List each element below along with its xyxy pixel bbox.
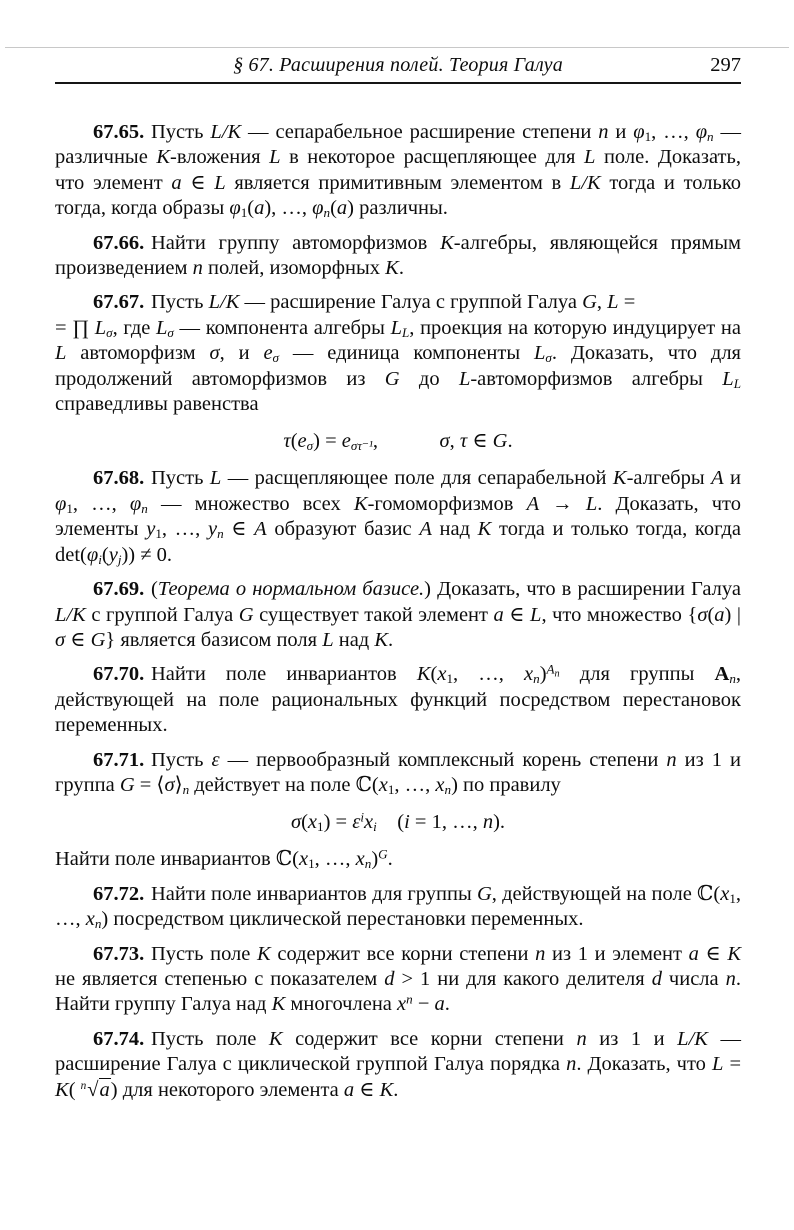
text-run: 1 (317, 819, 324, 835)
text-run: , проекция на которую индуцирует на (409, 316, 741, 339)
problem-67.74 (55, 1027, 741, 1103)
text-run: n (482, 811, 494, 834)
text-run: ) Доказать, что в расширении Галуа (424, 578, 741, 601)
text-run: 1 (729, 890, 736, 906)
text-run: полей, изоморфных (202, 257, 386, 280)
text-run: σ (164, 773, 175, 796)
text-run: . (398, 257, 404, 280)
page-number: 297 (710, 54, 741, 76)
text-run: n (80, 1080, 87, 1093)
text-run: , что множество { (541, 603, 698, 626)
text-run: = ∏ (55, 316, 95, 339)
text-run: L/K (569, 171, 601, 194)
text-run: n (406, 992, 413, 1008)
text-run: ∈ (181, 171, 215, 194)
text-run: ) (539, 663, 547, 686)
text-run: n (566, 1053, 577, 1076)
problem-67.65 (55, 120, 741, 222)
text-run: , …, (72, 492, 130, 515)
problem-67.73 (55, 942, 741, 1018)
text-run: G (378, 847, 388, 863)
text-run: G (476, 882, 492, 905)
text-run: , (596, 291, 608, 314)
problem-number: 67.70. (93, 663, 145, 686)
text-run: ∈ (223, 518, 255, 541)
text-run: G (492, 430, 508, 453)
text-run: L (585, 492, 598, 515)
text-run: K (379, 1078, 394, 1101)
text-run: A (714, 663, 730, 686)
text-run: — единица компоненты (279, 342, 534, 365)
text-run: ∈ (65, 628, 91, 651)
text-run: φ (312, 197, 324, 220)
text-run: ). (493, 811, 506, 834)
text-run: . Доказать, что элементы (55, 492, 742, 541)
problem-67.66 (55, 231, 741, 282)
text-run: x (524, 663, 534, 686)
problem-number: 67.73. (93, 942, 145, 965)
problem-67.68 (55, 466, 741, 568)
text-run: G (90, 628, 106, 651)
text-run: L (458, 367, 471, 390)
display-formula (55, 428, 741, 455)
text-run: a (434, 993, 445, 1016)
text-run: y (207, 518, 218, 541)
problem-number: 67.67. (93, 291, 145, 314)
text-run: , действующей на поле (491, 882, 698, 905)
problem-67.69 (55, 577, 741, 653)
text-run: y (146, 518, 156, 541)
text-run: n (192, 257, 203, 280)
text-run: ( (376, 811, 405, 834)
text-run: K (612, 467, 627, 490)
text-run: . (388, 628, 394, 651)
text-run: x (720, 882, 730, 905)
text-run: A (526, 492, 540, 515)
text-run: i (360, 810, 364, 826)
text-run: = ⟨ (134, 773, 165, 796)
problem-67.72 (55, 882, 741, 933)
text-run: K (374, 628, 389, 651)
text-run: и (608, 121, 634, 143)
text-run: . (444, 993, 450, 1016)
text-run: справедливы равенства (55, 393, 259, 416)
problem-67.70 (55, 662, 741, 738)
text-run: Пусть (151, 748, 212, 771)
text-run: n (217, 526, 224, 542)
text-run: > 1 ни для какого делителя (394, 967, 652, 990)
text-run: ∈ (503, 603, 531, 626)
text-run: ( (371, 773, 379, 796)
text-run: n (729, 671, 736, 687)
problem-number: 67.72. (93, 882, 145, 905)
text-run: L/K (208, 291, 240, 314)
text-run: не является степенью с показателем (55, 967, 385, 990)
text-run: n (94, 916, 102, 932)
text-run: j (117, 551, 122, 567)
text-run: L (55, 342, 67, 365)
text-run: n (323, 205, 331, 221)
text-run: i (373, 819, 377, 835)
text-run: , и (219, 342, 264, 365)
text-run: Пусть (151, 121, 211, 143)
text-run: σ (697, 603, 708, 626)
text-run: 1 (308, 856, 315, 872)
text-run: σ (209, 342, 220, 365)
text-run: из 1 и (586, 1027, 678, 1050)
text-run: L (401, 324, 410, 340)
text-run: L/K (210, 121, 242, 143)
text-run: 1 (240, 205, 248, 221)
text-run: d (651, 967, 662, 990)
text-run: с группой Галуа (85, 603, 239, 626)
text-run: e (297, 430, 307, 453)
text-run: , (372, 430, 440, 453)
text-run: σ (439, 430, 450, 453)
text-run: L (733, 375, 741, 391)
problem-continuation (55, 847, 741, 872)
text-run: n (666, 748, 677, 771)
text-run: K (727, 942, 741, 965)
text-run: . Найти группу Галуа над (55, 967, 741, 1016)
text-run: , …, (314, 848, 356, 871)
problems-list (55, 120, 741, 1103)
text-run: K (477, 518, 492, 541)
text-run: φ (229, 197, 241, 220)
text-run: -алгебры, являющейся прямым произведением (55, 231, 741, 280)
text-run: , …, (394, 773, 436, 796)
text-run: x (435, 773, 445, 796)
text-run: L (533, 342, 546, 365)
text-run: − (412, 993, 435, 1016)
text-run: действует на поле (189, 773, 356, 796)
text-run: — множество всех (147, 492, 354, 515)
text-run: ( (301, 811, 308, 834)
text-run: x (363, 811, 374, 834)
problem-number: 67.66. (93, 231, 145, 254)
text-run: 1 (644, 128, 652, 144)
text-run: ( (707, 603, 715, 626)
text-run: Пусть (151, 467, 210, 490)
text-run: L (607, 291, 619, 314)
problem-number: 67.65. (93, 121, 145, 143)
text-run: ( (430, 663, 438, 686)
text-run: a (343, 1078, 355, 1101)
text-run: a (714, 603, 725, 626)
text-run: a (688, 942, 699, 965)
text-run: , …, (651, 121, 696, 143)
text-run: a (254, 197, 265, 220)
text-run: K (416, 663, 431, 686)
text-run: φ (633, 121, 645, 143)
text-run: x (85, 908, 95, 931)
section-header-title: § 67. Расширения полей. Теория Галуа (233, 54, 563, 76)
text-run: ε (352, 811, 361, 834)
text-run: τ (283, 430, 291, 453)
text-run: a (99, 1078, 110, 1101)
text-run: στ⁻¹ (350, 438, 373, 454)
text-run: ⟩ (174, 773, 183, 796)
text-run: τ (459, 430, 468, 453)
scan-artifact-line (5, 47, 789, 48)
text-run: G (119, 773, 135, 796)
text-run: L/K (677, 1027, 708, 1050)
text-run: φ (86, 543, 99, 566)
text-run: — расщепляющее поле для сепарабельной (221, 467, 613, 490)
text-run: ( (290, 430, 298, 453)
text-run: L (94, 316, 107, 339)
text-run: a (493, 603, 504, 626)
text-run: n (576, 1027, 587, 1050)
text-run: Найти поле инвариантов (55, 848, 276, 871)
text-run: L (722, 367, 734, 390)
text-run: L (711, 1053, 724, 1076)
text-run: n (535, 942, 546, 965)
text-run: n (554, 668, 560, 680)
text-run: σ (272, 350, 280, 366)
text-run: до (399, 367, 459, 390)
text-run: поле. Доказать, что элемент (55, 146, 741, 194)
text-run: ) (371, 848, 379, 871)
text-run: является примитивным элементом в (225, 171, 570, 194)
text-run: ) = (323, 811, 353, 834)
text-run: . (393, 1078, 399, 1101)
text-run: тогда и только тогда, когда det( (55, 518, 741, 566)
text-run: } является базисом поля (105, 628, 323, 651)
text-run: √ (87, 1078, 99, 1101)
text-run: σ (106, 324, 113, 340)
text-run: — расширение Галуа с группой Галуа (239, 291, 583, 314)
text-run: L (209, 467, 222, 490)
text-run: σ (167, 324, 174, 340)
problem-67.71 (55, 748, 741, 799)
text-run: A (546, 662, 555, 678)
text-run: ε (211, 748, 220, 771)
text-run: )) ≠ 0. (121, 543, 172, 566)
text-run: L (156, 316, 168, 339)
text-run: K (257, 942, 271, 965)
text-run: σ (306, 438, 314, 454)
text-run: e (341, 430, 351, 453)
text-run: ( (713, 882, 721, 905)
text-run: ) = (313, 430, 342, 453)
text-run: n (598, 121, 609, 143)
problem-number: 67.69. (93, 578, 145, 601)
text-run: -вложения (170, 146, 270, 169)
text-run: L (584, 146, 596, 169)
text-run: тогда и только тогда, когда образы (55, 171, 741, 220)
text-run: содержит все корни степени (270, 942, 536, 965)
text-run: многочлена (285, 993, 398, 1016)
text-run: Пусть (151, 291, 209, 314)
text-run: A (419, 518, 432, 541)
text-run: ( (330, 197, 337, 220)
text-run: ( (68, 1078, 81, 1101)
text-run: = (723, 1053, 742, 1076)
text-run: K (271, 993, 286, 1016)
text-run: σ (290, 811, 302, 834)
text-run: Пусть поле (151, 942, 258, 965)
text-run: x (437, 663, 447, 686)
text-run: 1 (66, 500, 73, 516)
text-run: ), …, (264, 197, 313, 220)
text-run: ℂ (355, 773, 372, 796)
text-run: ℂ (275, 848, 293, 871)
text-run: числа (661, 967, 726, 990)
text-run: n (444, 781, 452, 797)
text-run: ∈ (467, 430, 493, 453)
text-run: K (385, 257, 399, 280)
text-run: ) различны. (347, 197, 448, 220)
text-run: i (404, 811, 410, 834)
text-run: K (353, 492, 368, 515)
text-run: — компонента алгебры (173, 316, 391, 339)
text-run: n (141, 500, 148, 516)
text-run: . Доказать, что для продолжений автоморфизмов из (55, 342, 741, 390)
text-run: → (539, 492, 586, 515)
text-run: n (725, 967, 736, 990)
text-run: ( (247, 197, 255, 220)
text-run: , действующей на поле рациональных функций посредством перестановок переменных. (55, 663, 741, 737)
text-run: L (269, 146, 281, 169)
text-run: ℂ (697, 882, 714, 905)
text-run: — расширение Галуа с циклической группой Галуа порядка (55, 1027, 741, 1076)
text-run: n (364, 856, 372, 872)
text-run: , …, (453, 663, 525, 686)
text-run: L (214, 171, 226, 194)
text-run: 1 (387, 781, 395, 797)
problem-number: 67.71. (93, 748, 145, 771)
text-run: . Доказать, что (576, 1053, 712, 1076)
text-run: Найти поле инвариантов для группы (151, 882, 477, 905)
problem-67.67 (55, 290, 741, 417)
text-run: ∈ (354, 1078, 380, 1101)
text-run: ) | (724, 603, 741, 626)
text-run: существует такой элемент (253, 603, 494, 626)
text-run: φ (55, 492, 67, 515)
text-run: ∈ (698, 942, 728, 965)
text-run: -алгебры (626, 467, 712, 490)
text-run: — первообразный комплексный корень степени (219, 748, 667, 771)
text-run: над (333, 628, 375, 651)
text-run: G (384, 367, 400, 390)
text-run: A (254, 518, 267, 541)
text-run: φ (695, 121, 708, 143)
text-run: L (530, 603, 542, 626)
text-run: Теорема о нормальном базисе. (157, 578, 425, 601)
text-run: L (390, 316, 402, 339)
text-run: из 1 и группа (55, 748, 741, 796)
text-run: L/K (55, 603, 86, 626)
text-run: G (238, 603, 254, 626)
text-run: ) по правилу (451, 773, 561, 796)
text-run: y (108, 543, 118, 566)
text-run: для группы (559, 663, 715, 686)
text-run: из 1 и элемент (545, 942, 689, 965)
text-run: = 1, …, (409, 811, 483, 834)
problem-number: 67.74. (93, 1027, 145, 1050)
text-run: n (533, 671, 540, 687)
text-run: K (440, 231, 454, 254)
text-run: x (397, 993, 407, 1016)
text-run: φ (129, 492, 142, 515)
text-run: x (355, 848, 365, 871)
text-run: d (384, 967, 395, 990)
text-run: σ (55, 628, 66, 651)
text-run: образуют базис (266, 518, 420, 541)
text-run: . (507, 430, 513, 453)
text-run: , …, (161, 518, 208, 541)
text-run: a (336, 197, 348, 220)
display-formula (55, 809, 741, 836)
text-run: ) посредством циклической перестановки переменных. (101, 908, 584, 931)
text-run: , …, (55, 882, 741, 931)
text-run: A (711, 467, 724, 490)
text-run: -гомоморфизмов (367, 492, 527, 515)
text-run: Пусть поле (151, 1027, 269, 1050)
text-run: в некоторое расщепляющее для (280, 146, 585, 169)
text-run: , где (112, 316, 157, 339)
text-run: n (707, 128, 714, 144)
text-run: Найти поле инвариантов (151, 663, 417, 686)
text-run: и (723, 467, 741, 490)
text-run: , (449, 430, 460, 453)
text-run: i (98, 551, 102, 567)
text-run: Найти группу автоморфизмов (151, 231, 441, 254)
text-run: содержит все корни степени (282, 1027, 577, 1050)
text-run: σ (545, 350, 552, 366)
text-run: K (268, 1027, 283, 1050)
text-run: x (378, 773, 388, 796)
text-run: x (307, 811, 318, 834)
text-run: над (431, 518, 478, 541)
page-header (55, 52, 741, 84)
text-run: ( (101, 543, 109, 566)
text-run: L (322, 628, 334, 651)
text-run: — сепарабельное расширение степени (241, 121, 599, 143)
text-run: ( (151, 578, 158, 601)
text-run: 1 (446, 671, 454, 687)
text-run: n (182, 781, 190, 797)
text-run: ) для некоторого элемента (110, 1078, 344, 1101)
text-run: K (55, 1078, 69, 1101)
text-run: e (263, 342, 273, 365)
text-run: автоморфизм (66, 342, 210, 365)
text-run: a (171, 171, 182, 194)
problem-number: 67.68. (93, 467, 145, 490)
text-run: x (298, 848, 309, 871)
text-run: G (582, 291, 597, 314)
text-run: = (618, 291, 636, 314)
text-run: -автоморфизмов алгебры (470, 367, 723, 390)
text-run: — различные (55, 121, 742, 169)
text-run: 1 (155, 526, 162, 542)
text-run: . (387, 848, 393, 871)
text-run: ( (292, 848, 299, 871)
text-run: K (156, 146, 171, 169)
